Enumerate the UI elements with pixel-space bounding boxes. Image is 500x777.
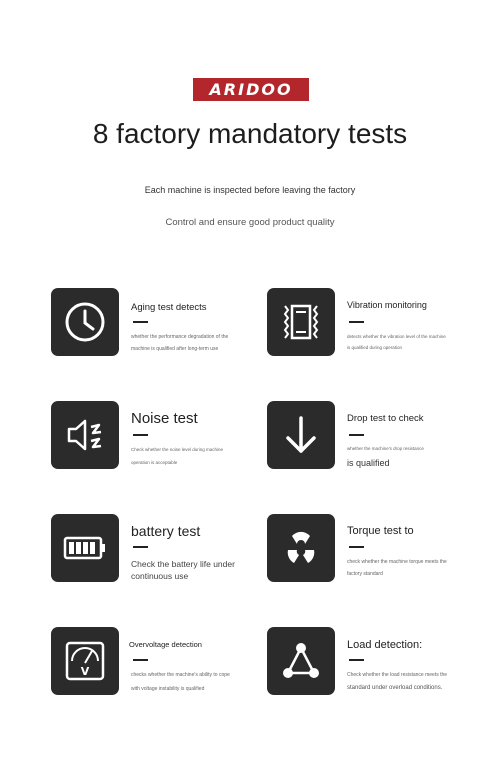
page-subtitle: Each machine is inspected before leaving the factory <box>144 185 356 195</box>
feature-tile-overvoltage <box>51 627 119 695</box>
page-title: 8 factory mandatory tests <box>92 118 408 149</box>
svg-text:V: V <box>80 665 90 678</box>
feature-desc-line: whether the performance degradation of the <box>131 334 229 340</box>
arrow-down-icon <box>277 411 325 459</box>
feature-divider <box>349 434 364 436</box>
feature-desc-line: machine is qualified after long-term use <box>131 345 219 352</box>
voltmeter-icon <box>61 637 109 685</box>
feature-desc-line: with voltage instability is qualified <box>131 685 205 692</box>
feature-divider <box>133 434 148 436</box>
feature-tile-noise <box>51 401 119 469</box>
feature-desc-line: whether the machine's drop resistance <box>347 446 424 451</box>
feature-divider <box>349 546 364 548</box>
feature-desc-line: factory standard <box>347 570 383 577</box>
feature-desc-vibration <box>347 334 446 352</box>
feature-name-battery: battery test <box>131 523 201 539</box>
feature-name-vibration: Vibration monitoring <box>347 300 427 310</box>
feature-divider <box>349 659 364 661</box>
feature-name-overvoltage: Overvoltage detection <box>129 640 202 649</box>
feature-desc-drop-line2: is qualified <box>347 458 390 468</box>
feature-desc-line: Check the battery life under <box>131 559 235 569</box>
logo-text: ARIDOO <box>209 80 293 99</box>
feature-desc-load <box>347 672 447 693</box>
feature-tile-battery <box>51 514 119 582</box>
feature-tile-drop <box>267 401 335 469</box>
feature-divider <box>133 659 148 661</box>
feature-desc-line: standard under overload conditions. <box>347 684 443 691</box>
feature-tile-torque <box>267 514 335 582</box>
feature-name-aging: Aging test detects <box>131 302 207 313</box>
feature-desc-aging <box>131 334 228 354</box>
feature-name-load: Load detection: <box>347 639 423 651</box>
speaker-noise-icon <box>61 411 109 459</box>
feature-desc-line: operation is acceptable <box>131 459 178 465</box>
feature-desc-line: is qualified during operation <box>347 344 403 350</box>
feature-desc-torque <box>347 559 447 579</box>
feature-tile-load <box>267 627 335 695</box>
feature-desc-line: checks whether the machine's ability to cope <box>131 672 230 678</box>
battery-icon <box>60 524 110 572</box>
feature-divider <box>133 321 148 323</box>
feature-tile-vibration <box>267 288 335 356</box>
feature-desc-line: detects whether the vibration level of the machine <box>347 334 446 339</box>
brand-logo <box>193 78 309 101</box>
feature-desc-line: Check whether the noise level during machine <box>131 447 224 452</box>
clock-icon <box>61 298 109 346</box>
feature-name-drop: Drop test to check <box>347 413 424 424</box>
feature-name-noise: Noise test <box>131 410 198 427</box>
torque-icon <box>277 524 325 572</box>
feature-desc-overvoltage <box>131 672 230 694</box>
page-tagline: Control and ensure good product quality <box>165 217 335 228</box>
network-icon <box>277 637 325 685</box>
feature-tile-aging <box>51 288 119 356</box>
feature-desc-line: check whether the machine torque meets the <box>347 559 447 565</box>
feature-name-torque: Torque test to <box>347 525 414 537</box>
vibration-icon <box>277 298 325 346</box>
feature-desc-line: Check whether the load resistance meets the <box>347 672 448 678</box>
feature-desc-noise <box>131 447 223 467</box>
feature-desc-line: continuous use <box>131 571 189 582</box>
feature-divider <box>349 321 364 323</box>
feature-divider <box>133 546 148 548</box>
feature-desc-battery <box>131 558 235 583</box>
feature-desc-drop <box>347 446 424 453</box>
